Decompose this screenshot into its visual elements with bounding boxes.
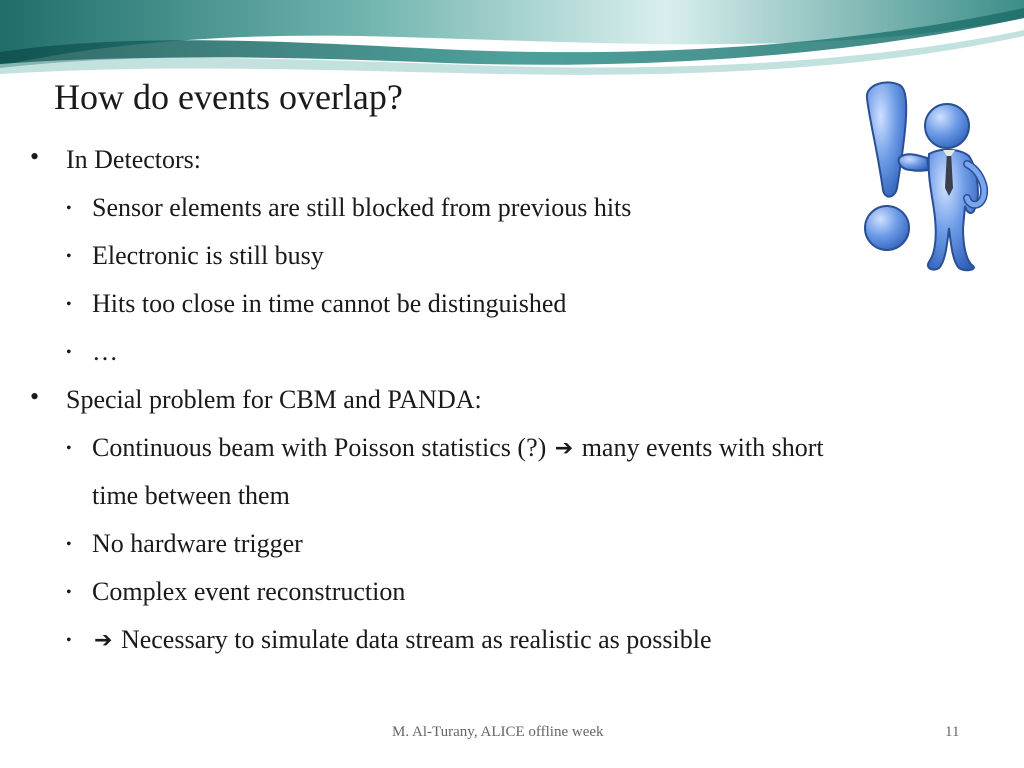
subitem-electronic-busy: Electronic is still busy bbox=[92, 241, 324, 270]
right-arrow-icon: ➔ bbox=[94, 628, 113, 653]
subitem-complex-reconstruction: Complex event reconstruction bbox=[92, 577, 406, 606]
footer-author: M. Al-Turany, ALICE offline week bbox=[392, 724, 604, 740]
subitem-continuous-beam bbox=[92, 433, 824, 463]
sub-bullet-icon: • bbox=[66, 536, 72, 553]
sub-bullet-icon: • bbox=[66, 344, 72, 361]
right-arrow-icon: ➔ bbox=[554, 436, 574, 461]
sub-bullet-icon: • bbox=[66, 248, 72, 265]
main-bullet-icon: • bbox=[30, 142, 40, 171]
sub-bullet-icon: • bbox=[66, 632, 72, 649]
sub-bullet-icon: • bbox=[66, 584, 72, 601]
continuous-beam-text: Continuous beam with Poisson statistics (?) bbox=[92, 433, 547, 462]
subitem-necessary-simulate bbox=[92, 625, 712, 655]
bullet-special-problem: Special problem for CBM and PANDA: bbox=[66, 385, 482, 414]
subitem-no-hardware-trigger: No hardware trigger bbox=[92, 529, 303, 558]
bullet-in-detectors: In Detectors: bbox=[66, 145, 202, 174]
subitem-continuous-beam-line2: time between them bbox=[92, 481, 290, 510]
sub-bullet-icon: • bbox=[66, 440, 72, 457]
subitem-hits-too-close: Hits too close in time cannot be distinguished bbox=[92, 289, 567, 318]
sub-bullet-icon: • bbox=[66, 200, 72, 217]
continuous-beam-result: many events with short bbox=[581, 433, 824, 462]
subitem-sensor-blocked: Sensor elements are still blocked from previous hits bbox=[92, 193, 632, 222]
slide-title: How do events overlap? bbox=[54, 77, 403, 117]
subitem-ellipsis: … bbox=[92, 337, 118, 366]
necessary-simulate-text: Necessary to simulate data stream as realistic as possible bbox=[120, 625, 712, 654]
page-number: 11 bbox=[945, 724, 960, 740]
main-bullet-icon: • bbox=[30, 382, 40, 411]
sub-bullet-icon: • bbox=[66, 296, 72, 313]
